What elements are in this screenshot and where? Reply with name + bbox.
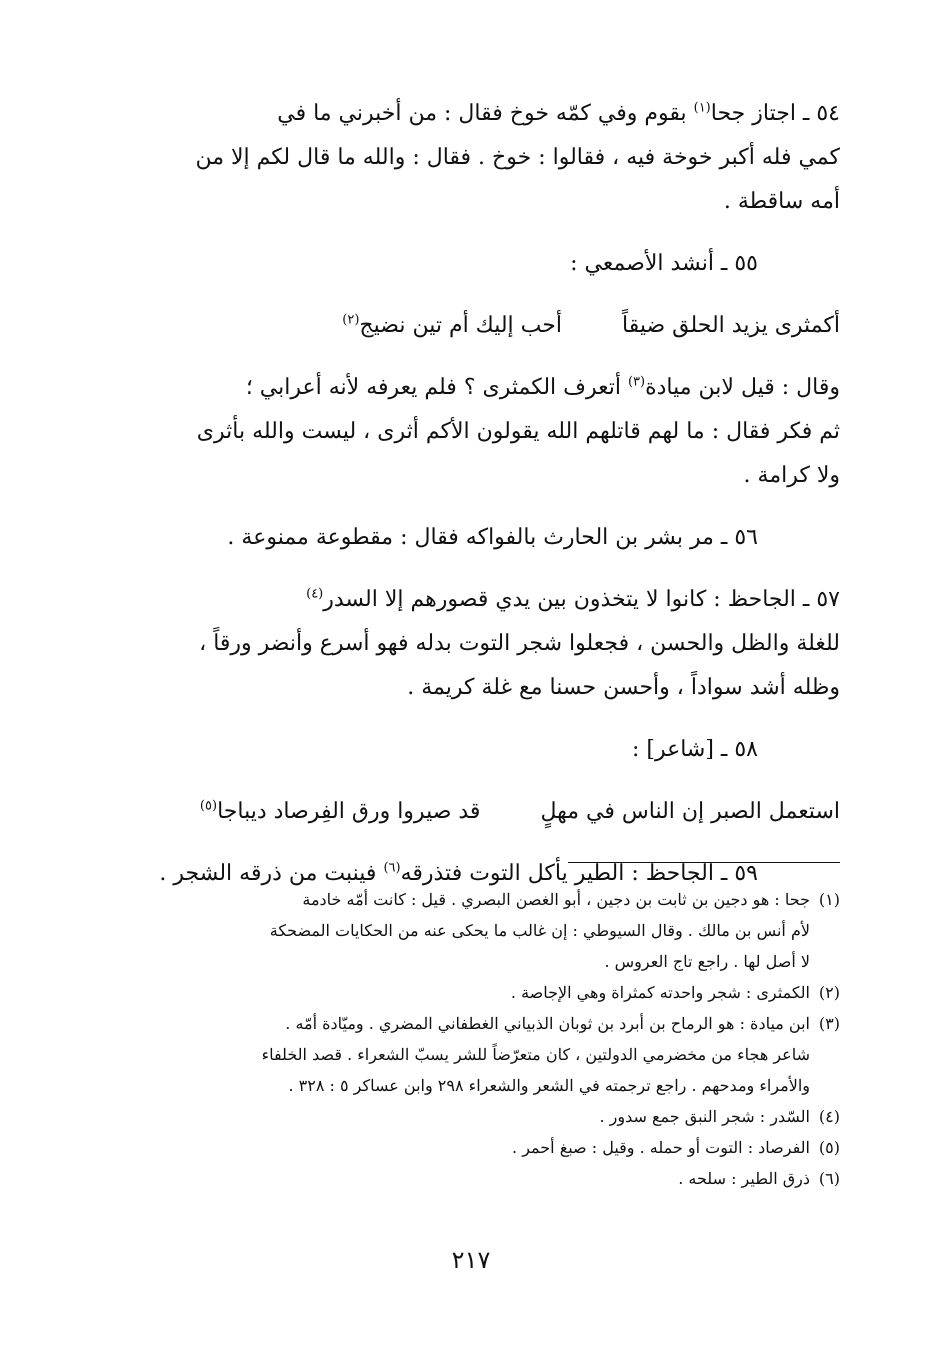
footnote-5-number: (٥)	[818, 1138, 840, 1157]
verse-55-first-hemistich: أكمثرى يزيد الحلق ضيقاً	[621, 313, 840, 338]
main-text	[128, 92, 840, 914]
entry-54-text-a: ٥٤ ـ اجتاز جحا	[710, 101, 840, 126]
entry-57-line-3: وظله أشد سواداً ، وأحسن حسنا مع غلة كريمة .	[407, 675, 840, 700]
entry-55-heading: ٥٥ ـ أنشد الأصمعي :	[570, 251, 758, 276]
entry-55-line-1	[128, 366, 840, 410]
entry-55-line-2: ثم فكر فقال : ما لهم قاتلهم الله يقولون الأكم أثرى ، ليست والله بأثرى	[196, 419, 840, 444]
footnote-ref-4[interactable]: (٤)	[306, 586, 324, 602]
footnote-5-text-1: الفرصاد : التوت أو حمله . وقيل : صبغ أحمر .	[512, 1138, 810, 1157]
footnote-5	[128, 1132, 840, 1163]
footnote-3-text-1: ابن ميادة : هو الرماح بن أبرد بن ثوبان الذبياني الغطفاني المضري . وميّادة أمّه .	[285, 1014, 810, 1033]
entry-55-line-3: ولا كرامة .	[743, 463, 840, 488]
entry-54-text-b: بقوم وفي كمّه خوخ فقال : من أخبرني ما في	[277, 101, 694, 126]
footnote-2-line-1	[128, 977, 840, 1008]
footnotes	[128, 884, 840, 1194]
verse-55-second-text: أحب إليك أم تين نضيج	[359, 313, 562, 338]
verse-58-second-text: قد صيروا ورق الفِرصاد ديباجا	[217, 799, 481, 824]
entry-57-line-1	[128, 578, 840, 622]
footnote-4-number: (٤)	[818, 1107, 840, 1126]
footnote-ref-3[interactable]: (٣)	[627, 374, 646, 390]
entry-55-text-a: وقال : قيل لابن ميادة	[645, 375, 840, 400]
entry-58-heading: ٥٨ ـ [شاعر] :	[631, 737, 758, 762]
entry-54-line-1	[128, 92, 840, 136]
entry-57-line-2: للغلة والظل والحسن ، فجعلوا شجر التوت بدله فهو أسرع وأنضر ورقاً ،	[199, 631, 840, 656]
footnote-5-line-1	[128, 1132, 840, 1163]
footnote-separator	[568, 862, 840, 863]
footnote-4	[128, 1101, 840, 1132]
verse-58-first-hemistich: استعمل الصبر إن الناس في مهلٍ	[540, 799, 840, 824]
entry-54-line-3: أمه ساقطة .	[723, 189, 840, 214]
footnote-2-text-1: الكمثرى : شجر واحدته كمثراة وهي الإجاصة .	[510, 983, 810, 1002]
footnote-6-line-1	[128, 1163, 840, 1194]
footnote-2	[128, 977, 840, 1008]
entry-59-text-b: فينبت من ذرقه الشجر .	[159, 861, 384, 886]
footnote-1	[128, 884, 840, 977]
footnote-6-text-1: ذرق الطير : سلحه .	[678, 1169, 810, 1188]
verse-55-second-hemistich	[342, 304, 562, 348]
footnote-6-number: (٦)	[818, 1169, 840, 1188]
footnote-3-number: (٣)	[818, 1014, 840, 1033]
page-number: ٢١٧	[451, 1246, 491, 1274]
verse-58-second-hemistich	[200, 790, 481, 834]
footnote-3	[128, 1008, 840, 1101]
footnote-1-line-3: لا أصل لها . راجع تاج العروس .	[604, 952, 810, 971]
footnote-4-text-1: السّدر : شجر النبق جمع سدور .	[599, 1107, 810, 1126]
entry-56: ٥٦ ـ مر بشر بن الحارث بالفواكه فقال : مقطوعة ممنوعة .	[227, 525, 758, 550]
entry-55-text-b: أتعرف الكمثرى ؟ فلم يعرفه لأنه أعرابي ؛	[245, 375, 628, 400]
verse-55	[128, 304, 840, 348]
entry-57-text-a: ٥٧ ـ الجاحظ : كانوا لا يتخذون بين يدي قصورهم إلا السدر	[323, 587, 840, 612]
footnote-4-line-1	[128, 1101, 840, 1132]
verse-58	[128, 790, 840, 834]
entry-54-line-2: كمي فله أكبر خوخة فيه ، فقالوا : خوخ . فقال : والله ما قال لكم إلا من	[195, 145, 840, 170]
entry-59-text-a: ٥٩ ـ الجاحظ : الطير يأكل التوت فتذرقه	[400, 861, 758, 886]
footnote-2-number: (٢)	[818, 983, 840, 1002]
footnote-3-line-3: والأمراء ومدحهم . راجع ترجمته في الشعر والشعراء ٢٩٨ وابن عساكر ٥ : ٣٢٨ .	[288, 1076, 810, 1095]
footnote-1-line-2: لأم أنس بن مالك . وقال السيوطي : إن غالب ما يحكى عنه من الحكايات المضحكة	[269, 921, 810, 940]
footnote-1-text-1: جحا : هو دجين بن ثابت بن دجين ، أبو الغصن البصري . قيل : كانت أمّه خادمة	[302, 890, 810, 909]
footnote-6	[128, 1163, 840, 1194]
footnote-ref-2[interactable]: (٢)	[342, 312, 360, 328]
footnote-1-number: (١)	[818, 890, 840, 909]
footnote-3-line-2: شاعر هجاء من مخضرمي الدولتين ، كان متعرّضاً للشر يسبّ الشعراء . قصد الخلفاء	[261, 1045, 810, 1064]
footnote-ref-1[interactable]: (١)	[693, 100, 711, 116]
entry-57	[128, 578, 840, 710]
entry-55-prose	[128, 366, 840, 498]
footnote-3-line-1	[128, 1008, 840, 1039]
footnote-ref-6[interactable]: (٦)	[383, 860, 401, 876]
entry-54	[128, 92, 840, 224]
footnote-1-line-1	[128, 884, 840, 915]
footnote-ref-5[interactable]: (٥)	[199, 798, 218, 814]
